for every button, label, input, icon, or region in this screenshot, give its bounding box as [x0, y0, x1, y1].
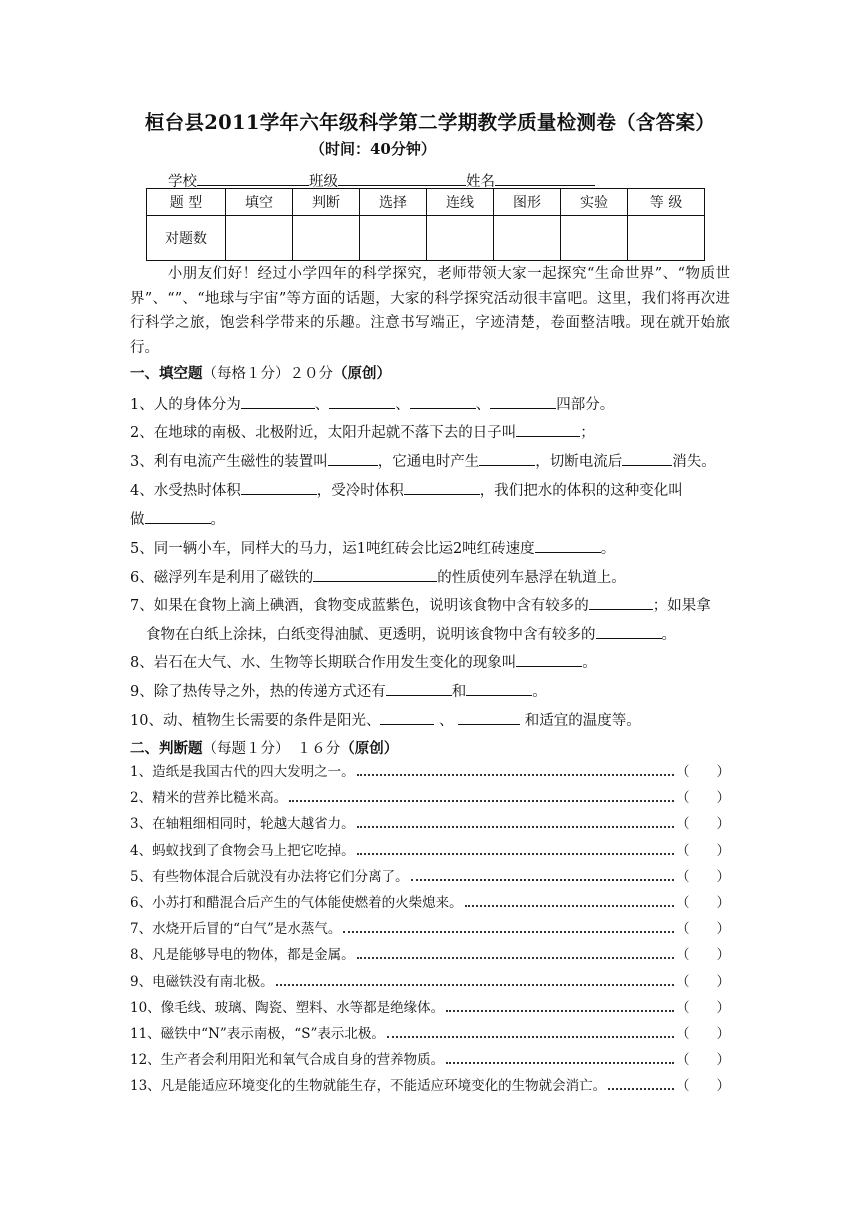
answer-parentheses[interactable]: （ ）	[676, 999, 730, 1016]
judge-question	[130, 786, 730, 806]
question-text: 、	[475, 397, 491, 413]
question-text: 。	[210, 512, 225, 528]
judge-question	[130, 1074, 730, 1094]
score-table-header	[147, 189, 705, 216]
dot-leader	[357, 765, 674, 776]
question-text: 消失。	[672, 454, 716, 470]
fill-question-10	[130, 709, 641, 730]
answer-blank[interactable]	[596, 624, 662, 639]
answer-blank[interactable]	[329, 394, 395, 409]
judge-question	[130, 943, 730, 963]
answer-parentheses[interactable]: （ ）	[676, 947, 730, 964]
question-text: 8、岩石在大气、水、生物等长期联合作用发生变化的现象叫	[130, 655, 517, 671]
score-table	[146, 188, 705, 261]
answer-parentheses[interactable]: （ ）	[676, 1078, 730, 1095]
answer-parentheses[interactable]: （ ）	[676, 816, 730, 833]
header-cell: 题 型	[147, 189, 226, 216]
question-text: ；如果拿	[652, 598, 711, 614]
score-table-row	[147, 216, 705, 261]
question-text: 9、电磁铁没有南北极。	[130, 973, 274, 990]
answer-blank[interactable]	[328, 451, 378, 466]
question-text: 。	[532, 684, 547, 700]
header-cell: 填空	[226, 189, 293, 216]
header-cell: 连线	[427, 189, 494, 216]
question-text: ，受冷时体积	[316, 483, 404, 499]
question-text: 13、凡是能适应环境变化的生物就能生存，不能适应环境变化的生物就会消亡。	[130, 1078, 607, 1095]
question-text: 3、利有电流产生磁性的装置叫	[130, 454, 328, 470]
answer-blank[interactable]	[535, 538, 601, 553]
question-text: 、	[434, 713, 459, 729]
question-text: 10、动、植物生长需要的条件是阳光、	[130, 713, 381, 729]
name-label: 姓名	[466, 174, 495, 190]
question-text: 、	[314, 397, 330, 413]
section-note: （每题１分） １６分	[202, 741, 341, 757]
answer-blank[interactable]	[479, 451, 535, 466]
question-text: 6、磁浮列车是利用了磁铁的	[130, 570, 314, 586]
question-text: 4、水受热时体积	[130, 483, 241, 499]
school-blank[interactable]	[197, 171, 309, 186]
score-cell[interactable]	[494, 216, 561, 261]
fill-question-6	[130, 566, 626, 587]
dot-leader	[465, 896, 674, 907]
answer-blank[interactable]	[490, 394, 556, 409]
answer-parentheses[interactable]: （ ）	[676, 973, 730, 990]
school-label: 学校	[168, 174, 197, 190]
answer-blank[interactable]	[241, 394, 315, 409]
judge-question	[130, 996, 730, 1016]
question-text: 3、在轴粗细相同时，轮越大越省力。	[130, 816, 355, 833]
answer-blank[interactable]	[313, 567, 437, 582]
question-text: 。	[661, 627, 676, 643]
question-text: ，我们把水的体积的这种变化叫	[479, 483, 683, 499]
fill-question-2	[130, 421, 595, 442]
question-text: 。	[582, 655, 597, 671]
question-text: 7、水烧开后冒的“白气”是水蒸气。	[130, 921, 342, 938]
judge-question	[130, 1022, 730, 1042]
judge-question	[130, 865, 730, 885]
dot-leader	[357, 844, 674, 855]
judge-question	[130, 891, 730, 911]
judge-question	[130, 970, 730, 990]
answer-parentheses[interactable]: （ ）	[676, 842, 730, 859]
section-heading-fill	[130, 362, 391, 383]
question-text: 。	[600, 541, 616, 557]
question-text: ，切断电流后	[535, 454, 623, 470]
section-tag: （原创）	[333, 365, 391, 382]
judge-question	[130, 1048, 730, 1068]
question-text: 1、造纸是我国古代的四大发明之一。	[130, 764, 355, 780]
dot-leader	[608, 1079, 674, 1090]
question-text: ；	[580, 425, 595, 441]
question-text: 1、人的身体分为	[130, 397, 241, 413]
answer-blank[interactable]	[516, 652, 582, 667]
answer-blank[interactable]	[241, 480, 317, 495]
question-text: 5、有些物体混合后就没有办法将它们分离了。	[130, 868, 409, 885]
dot-leader	[357, 948, 674, 959]
score-cell[interactable]	[226, 216, 293, 261]
fill-question-7	[130, 594, 711, 615]
dot-leader	[343, 922, 674, 933]
class-label: 班级	[309, 174, 338, 190]
fill-question-8	[130, 651, 597, 672]
header-cell: 选择	[360, 189, 427, 216]
answer-parentheses[interactable]: （ ）	[676, 921, 730, 938]
section-note: （每格１分）２０分	[202, 366, 333, 382]
question-text: 7、如果在食物上滴上碘酒，食物变成蓝紫色，说明该食物中含有较多的	[130, 598, 589, 614]
answer-blank[interactable]	[404, 480, 480, 495]
header-cell: 图形	[494, 189, 561, 216]
question-text: 6、小苏打和醋混合后产生的气体能使燃着的火柴熄来。	[130, 895, 463, 911]
answer-blank[interactable]	[145, 509, 211, 524]
score-cell[interactable]	[561, 216, 628, 261]
answer-blank[interactable]	[622, 451, 672, 466]
question-text: 2、在地球的南极、北极附近，太阳升起就不落下去的日子叫	[130, 425, 517, 441]
answer-parentheses[interactable]: （ ）	[676, 790, 730, 807]
header-cell: 实验	[561, 189, 628, 216]
judge-question	[130, 839, 730, 859]
class-blank[interactable]	[338, 171, 466, 186]
exam-time: （时间：40分钟）	[310, 140, 436, 158]
answer-blank[interactable]	[516, 422, 580, 437]
answer-parentheses[interactable]: （ ）	[676, 868, 730, 885]
section-heading-judge	[130, 737, 398, 758]
dot-leader	[289, 791, 674, 802]
question-text: 5、同一辆小车，同样大的马力，运1吨红砖会比运2吨红砖速度	[130, 541, 535, 557]
exam-title: 桓台县2011学年六年级科学第二学期教学质量检测卷（含答案）	[144, 111, 716, 134]
answer-parentheses[interactable]: （ ）	[676, 1052, 730, 1069]
score-cell[interactable]	[360, 216, 427, 261]
question-text: 做	[130, 512, 145, 528]
section-title: 一、填空题	[130, 365, 203, 382]
judge-question	[130, 760, 730, 780]
fill-question-3	[130, 450, 716, 471]
fill-question-4-cont	[130, 508, 225, 529]
dot-leader	[446, 1053, 674, 1064]
row-label: 对题数	[147, 216, 226, 261]
dot-leader	[276, 975, 674, 986]
question-text: 9、除了热传导之外，热的传递方式还有	[130, 684, 386, 700]
section-title: 二、判断题	[130, 740, 203, 757]
question-text: ，它通电时产生	[377, 454, 480, 470]
fill-question-5	[130, 537, 615, 558]
fill-question-4	[130, 479, 683, 500]
question-text: 8、凡是能够导电的物体，都是金属。	[130, 947, 355, 964]
header-cell: 判断	[293, 189, 360, 216]
answer-blank[interactable]	[386, 681, 452, 696]
answer-blank[interactable]	[410, 394, 476, 409]
question-text: 11、磁铁中“N”表示南极，“S”表示北极。	[130, 1026, 385, 1042]
question-text: 和	[451, 684, 467, 700]
dot-leader	[357, 817, 674, 828]
question-text: 四部分。	[556, 397, 615, 413]
dot-leader	[387, 1027, 674, 1038]
answer-blank[interactable]	[458, 710, 520, 725]
question-text: 4、蚂蚁找到了食物会马上把它吃掉。	[130, 842, 355, 859]
intro-paragraph: 小朋友们好！经过小学四年的科学探究，老师带领大家一起探究“生命世界”、“物质世界”、“”、“地球与宇宙”等方面的话题，大家的科学探究活动很丰富吧。这里，我们将再次进行科学之旅，饱尝科学带来的乐趣。注意书写端正，字迹清楚，卷面整洁哦。现在就开始旅行。	[130, 266, 730, 356]
answer-parentheses[interactable]: （ ）	[676, 895, 730, 911]
question-text: 的性质使列车悬浮在轨道上。	[437, 570, 626, 586]
answer-parentheses[interactable]: （ ）	[676, 1026, 730, 1042]
name-blank[interactable]	[495, 171, 595, 186]
question-text: 和适宜的温度等。	[520, 713, 641, 729]
score-cell[interactable]	[628, 216, 705, 261]
fill-question-9	[130, 680, 547, 701]
question-text: 12、生产者会利用阳光和氧气合成自身的营养物质。	[130, 1052, 445, 1069]
question-text: 、	[395, 397, 410, 413]
answer-parentheses[interactable]: （ ）	[676, 764, 730, 780]
section-tag: （原创）	[340, 740, 399, 757]
question-text: 食物在白纸上涂抹，白纸变得油腻、更透明，说明该食物中含有较多的	[146, 627, 596, 643]
judge-question	[130, 812, 730, 832]
header-cell: 等 级	[628, 189, 705, 216]
question-text: 10、像毛线、玻璃、陶瓷、塑料、水等都是绝缘体。	[130, 999, 445, 1016]
fill-question-7-cont	[146, 623, 676, 644]
dot-leader	[411, 870, 674, 881]
answer-blank[interactable]	[380, 710, 434, 725]
answer-blank[interactable]	[466, 681, 532, 696]
fill-question-1	[130, 393, 614, 414]
score-cell[interactable]	[427, 216, 494, 261]
answer-blank[interactable]	[589, 595, 653, 610]
score-cell[interactable]	[293, 216, 360, 261]
judge-question	[130, 917, 730, 937]
dot-leader	[446, 1001, 674, 1012]
question-text: 2、精米的营养比糙米高。	[130, 790, 288, 807]
